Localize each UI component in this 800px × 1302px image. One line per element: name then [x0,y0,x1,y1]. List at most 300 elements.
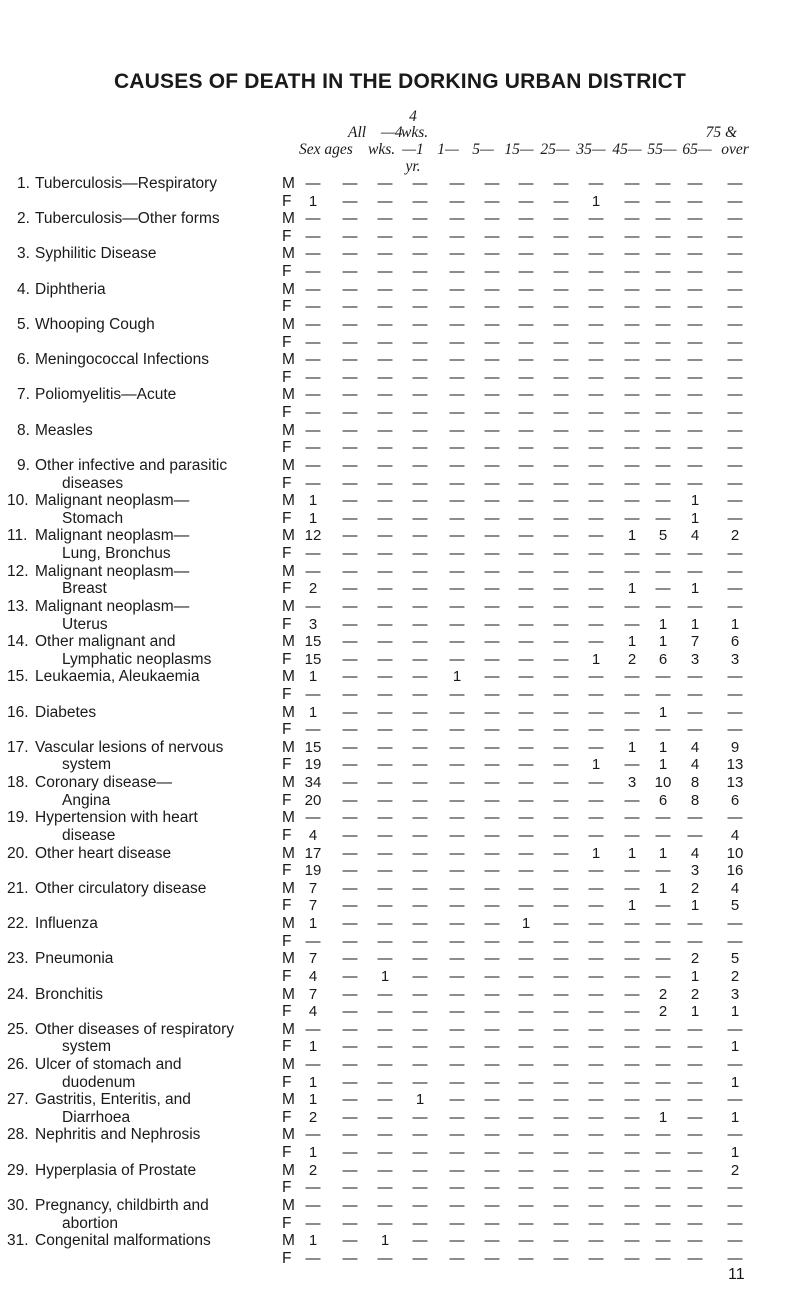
table-cell: — [342,1144,358,1162]
table-cell: 1 [308,668,318,686]
table-cell: — [588,439,604,457]
table-cell: — [518,509,534,527]
table-cell: — [553,756,569,774]
table-cell: — [484,1179,500,1197]
table-cell: — [518,210,534,228]
table-cell: — [655,315,671,333]
table-cell: — [553,1108,569,1126]
table-cell: — [655,474,671,492]
table-cell: — [484,597,500,615]
table-cell: — [553,597,569,615]
table-cell: — [655,263,671,281]
table-cell: — [449,1073,465,1091]
cause-label: Tuberculosis—Other forms [35,210,220,228]
table-cell: — [687,474,703,492]
table-cell: — [624,703,640,721]
table-cell: — [342,227,358,245]
table-cell: — [624,862,640,880]
table-cell: — [518,1214,534,1232]
table-cell: — [412,1232,428,1250]
table-cell: — [553,615,569,633]
table-cell: 7 [308,897,318,915]
table-cell: — [624,439,640,457]
table-cell: — [377,1020,393,1038]
table-cell: — [655,862,671,880]
table-cell: — [624,1179,640,1197]
sex-label: M [282,985,295,1003]
table-cell: — [588,1196,604,1214]
table-cell: — [412,562,428,580]
table-cell: — [412,1038,428,1056]
table-cell: — [687,597,703,615]
table-cell: — [449,245,465,263]
table-cell: — [484,1144,500,1162]
age-column-header: 15— [504,141,534,158]
table-cell: — [655,1249,671,1267]
table-cell: — [655,721,671,739]
table-cell: — [553,967,569,985]
table-cell: — [727,809,743,827]
cause-label: Diarrhoea [62,1108,131,1126]
table-cell: — [412,474,428,492]
table-cell: — [342,897,358,915]
table-cell: 1 [308,703,318,721]
table-cell: — [449,774,465,792]
table-cell: — [305,1196,321,1214]
table-cell: — [518,1038,534,1056]
table-cell: — [687,368,703,386]
table-cell: — [484,721,500,739]
table-cell: — [553,1249,569,1267]
age-column-header: over [721,141,749,158]
table-cell: — [553,298,569,316]
table-cell: — [727,474,743,492]
table-cell: — [484,1003,500,1021]
table-cell: — [687,721,703,739]
table-cell: — [655,1056,671,1073]
table-cell: — [518,404,534,422]
table-cell: — [518,791,534,809]
table-cell: — [412,650,428,668]
table-cell: 20 [304,791,322,809]
table-cell: — [377,1126,393,1144]
table-cell: 1 [690,492,700,510]
table-cell: — [449,1091,465,1109]
header-yr-top: —1 [402,141,424,158]
table-cell: — [655,685,671,703]
table-cell: — [624,263,640,281]
table-cell: — [305,210,321,228]
table-cell: — [449,280,465,298]
cause-label: Malignant neoplasm— [35,527,190,545]
table-cell: — [588,1214,604,1232]
table-cell: — [588,668,604,686]
table-cell: — [484,1249,500,1267]
table-cell: — [727,192,743,210]
table-cell: — [412,1161,428,1179]
table-cell: — [377,175,393,192]
table-cell: 7 [308,950,318,968]
table-cell: — [305,809,321,827]
table-cell: — [655,932,671,950]
table-cell: — [449,1038,465,1056]
table-cell: — [553,509,569,527]
table-cell: — [484,386,500,404]
table-cell: — [484,862,500,880]
table-cell: — [588,527,604,545]
table-cell: — [449,456,465,474]
table-cell: — [377,685,393,703]
table-cell: — [305,404,321,422]
table-cell: — [377,1214,393,1232]
table-cell: — [518,333,534,351]
table-cell: — [342,404,358,422]
cause-label: Bronchitis [35,985,104,1003]
cause-label: Influenza [35,915,98,933]
cause-number: 31. [7,1232,29,1250]
sex-label: F [282,1073,292,1091]
table-cell: — [687,932,703,950]
table-cell: — [687,915,703,933]
table-cell: — [553,985,569,1003]
table-cell: — [553,826,569,844]
table-cell: — [727,1214,743,1232]
table-cell: — [624,932,640,950]
table-cell: — [655,421,671,439]
table-cell: — [687,668,703,686]
table-cell: 34 [304,774,322,792]
table-cell: — [449,333,465,351]
table-cell: — [588,1144,604,1162]
table-cell: — [412,368,428,386]
table-cell: — [553,915,569,933]
table-cell: — [624,545,640,563]
table-cell: — [484,950,500,968]
table-cell: — [412,685,428,703]
cause-number: 21. [7,879,29,897]
table-cell: 1 [627,633,637,651]
table-cell: 1 [658,633,668,651]
table-cell: — [449,967,465,985]
table-cell: — [342,492,358,510]
table-cell: — [624,1091,640,1109]
table-cell: — [449,862,465,880]
cause-number: 26. [7,1056,29,1073]
cause-label: Angina [62,791,111,809]
table-cell: — [342,668,358,686]
table-cell: — [553,774,569,792]
table-cell: — [484,298,500,316]
table-cell: 1 [308,492,318,510]
cause-number: 12. [7,562,29,580]
table-cell: — [687,1196,703,1214]
table-cell: — [484,774,500,792]
table-cell: — [727,1091,743,1109]
table-cell: — [518,298,534,316]
table-cell: — [484,509,500,527]
table-cell: — [412,668,428,686]
table-cell: — [727,1179,743,1197]
table-cell: 1 [658,703,668,721]
table-cell: — [342,527,358,545]
cause-label: Vascular lesions of nervous [35,738,224,756]
table-cell: — [377,1249,393,1267]
age-column-header: 65— [682,141,712,158]
table-cell: — [518,1108,534,1126]
table-cell: — [727,668,743,686]
table-cell: — [588,368,604,386]
cause-label: system [62,756,112,774]
table-cell: — [377,1056,393,1073]
table-cell: 1 [591,650,601,668]
table-cell: — [553,439,569,457]
table-cell: — [518,456,534,474]
table-cell: 1 [380,1232,390,1250]
table-cell: — [518,227,534,245]
cause-number: 23. [7,950,29,968]
cause-number: 10. [7,492,29,510]
table-cell: — [655,245,671,263]
table-cell: 4 [730,879,740,897]
table-cell: — [687,1126,703,1144]
table-cell: — [727,915,743,933]
table-cell: — [342,298,358,316]
table-cell: — [518,879,534,897]
table-cell: — [342,915,358,933]
table-cell: — [342,175,358,192]
table-cell: — [518,633,534,651]
table-cell: — [377,1161,393,1179]
cause-label: Whooping Cough [35,315,155,333]
table-cell: 4 [308,1003,318,1021]
table-cell: — [342,210,358,228]
table-cell: — [727,368,743,386]
table-cell: — [377,950,393,968]
table-cell: — [518,721,534,739]
table-cell: — [727,932,743,950]
table-cell: — [518,315,534,333]
table-cell: — [553,1091,569,1109]
table-cell: — [518,668,534,686]
table-cell: — [342,703,358,721]
cause-number: 14. [7,633,29,651]
table-cell: — [449,1214,465,1232]
table-cell: 2 [658,1003,668,1021]
table-cell: — [655,597,671,615]
cause-label: Lymphatic neoplasms [62,650,212,668]
table-cell: — [518,615,534,633]
table-cell: — [727,1232,743,1250]
table-cell: — [655,826,671,844]
table-cell: — [655,1038,671,1056]
table-cell: — [553,703,569,721]
table-cell: — [727,721,743,739]
table-cell: — [484,932,500,950]
table-cell: — [588,1091,604,1109]
table-cell: — [412,1073,428,1091]
table-cell: — [518,1249,534,1267]
table-cell: — [687,1056,703,1073]
table-cell: — [553,932,569,950]
table-cell: — [484,615,500,633]
table-cell: — [553,562,569,580]
table-cell: — [449,1161,465,1179]
sex-label: M [282,421,295,439]
table-cell: — [518,527,534,545]
table-cell: — [449,545,465,563]
table-cell: — [624,791,640,809]
table-cell: — [624,1108,640,1126]
table-cell: — [588,1249,604,1267]
table-cell: — [342,545,358,563]
table-cell: — [342,1073,358,1091]
table-cell: — [727,439,743,457]
table-cell: — [588,315,604,333]
table-cell: — [553,580,569,598]
table-cell: — [624,1126,640,1144]
table-cell: — [412,1179,428,1197]
table-cell: 17 [304,844,322,862]
table-cell: — [553,844,569,862]
table-cell: — [727,386,743,404]
table-cell: — [377,756,393,774]
table-cell: — [518,562,534,580]
table-cell: — [553,650,569,668]
table-cell: — [553,315,569,333]
table-cell: — [412,298,428,316]
table-cell: — [655,915,671,933]
table-cell: — [553,1214,569,1232]
header-wks-top: 4 [409,108,417,125]
table-cell: — [553,263,569,281]
table-cell: — [588,633,604,651]
age-column-header: 1— [437,141,459,158]
sex-label: M [282,527,295,545]
cause-label: Congenital malformations [35,1232,211,1250]
table-cell: 1 [730,1144,740,1162]
table-cell: — [484,562,500,580]
table-cell: — [305,421,321,439]
cause-label: Coronary disease— [35,774,172,792]
table-cell: — [588,738,604,756]
table-cell: — [655,562,671,580]
table-cell: — [588,703,604,721]
table-cell: — [377,1003,393,1021]
table-cell: — [588,227,604,245]
table-cell: — [305,227,321,245]
table-cell: — [727,509,743,527]
table-cell: 1 [591,756,601,774]
table-cell: — [377,1196,393,1214]
table-cell: — [518,1232,534,1250]
sex-label: F [282,1108,292,1126]
cause-number: 22. [7,915,29,933]
table-cell: — [624,492,640,510]
table-cell: — [655,967,671,985]
table-cell: — [518,492,534,510]
table-cell: — [484,791,500,809]
table-cell: — [687,1038,703,1056]
table-cell: — [655,298,671,316]
table-cell: — [588,597,604,615]
cause-number: 6. [17,351,30,369]
table-cell: — [655,1091,671,1109]
table-cell: — [484,1073,500,1091]
table-cell: — [377,1108,393,1126]
table-cell: — [624,227,640,245]
table-cell: 4 [308,826,318,844]
table-cell: — [342,1126,358,1144]
table-cell: — [588,1108,604,1126]
table-cell: — [687,1161,703,1179]
table-cell: — [377,333,393,351]
table-cell: — [588,1232,604,1250]
table-cell: — [727,421,743,439]
table-cell: — [412,915,428,933]
table-cell: 6 [730,791,740,809]
table-cell: — [727,1249,743,1267]
table-cell: — [484,668,500,686]
table-cell: — [342,721,358,739]
table-cell: — [687,1144,703,1162]
table-cell: — [518,1073,534,1091]
table-cell: — [624,1196,640,1214]
table-cell: — [518,545,534,563]
table-cell: — [553,492,569,510]
table-cell: — [727,685,743,703]
table-cell: — [412,1126,428,1144]
header-wks-label: wks. [401,124,429,141]
table-cell: — [518,932,534,950]
table-cell: — [412,1056,428,1073]
table-cell: 1 [308,1091,318,1109]
table-cell: — [377,615,393,633]
table-cell: — [484,492,500,510]
table-cell: — [553,633,569,651]
cause-label: system [62,1038,112,1056]
table-cell: — [484,809,500,827]
table-cell: — [449,474,465,492]
table-cell: — [377,280,393,298]
sex-label: M [282,950,295,968]
table-cell: — [377,492,393,510]
table-cell: — [655,333,671,351]
table-cell: — [553,1179,569,1197]
table-cell: — [553,1020,569,1038]
table-cell: — [687,1179,703,1197]
table-cell: — [518,897,534,915]
table-cell: — [342,738,358,756]
table-cell: — [518,1056,534,1073]
table-cell: — [449,1108,465,1126]
table-cell: — [655,175,671,192]
table-cell: — [624,950,640,968]
table-cell: — [553,404,569,422]
table-cell: — [449,1144,465,1162]
sex-label: M [282,915,295,933]
table-cell: — [449,932,465,950]
sex-label: F [282,826,292,844]
table-cell: 1 [308,1232,318,1250]
sex-label: F [282,1179,292,1197]
table-cell: — [377,826,393,844]
table-cell: — [449,703,465,721]
table-cell: — [305,1179,321,1197]
cause-number: 16. [7,703,29,721]
table-cell: — [412,351,428,369]
table-cell: — [377,879,393,897]
table-cell: — [727,1126,743,1144]
